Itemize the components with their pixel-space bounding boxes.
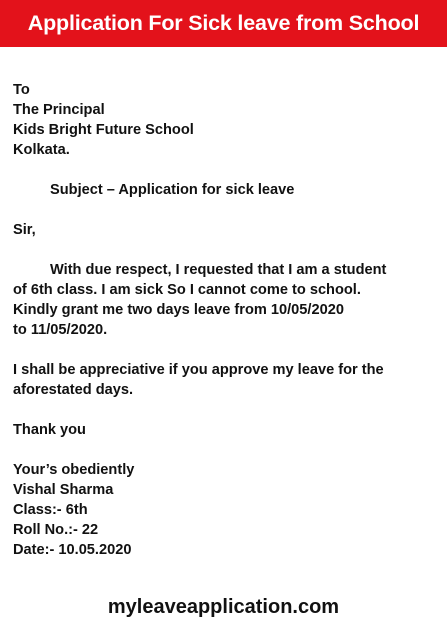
closing-line-2: aforestated days. bbox=[13, 382, 134, 398]
salutation: Sir, bbox=[13, 222, 36, 238]
thank-you: Thank you bbox=[13, 422, 86, 438]
date-line: Date:- 10.05.2020 bbox=[13, 542, 132, 558]
title-banner bbox=[0, 0, 447, 47]
to-label: To bbox=[13, 82, 30, 98]
spacer bbox=[13, 160, 441, 180]
spacer bbox=[13, 440, 441, 460]
student-name: Vishal Sharma bbox=[13, 482, 114, 498]
body-line-4: to 11/05/2020. bbox=[13, 322, 108, 338]
body-line-3: Kindly grant me two days leave from 10/05/2020 bbox=[13, 302, 344, 318]
subject-line: Subject – Application for sick leave bbox=[50, 182, 295, 198]
sign-off: Your’s obediently bbox=[13, 462, 135, 478]
spacer bbox=[13, 340, 441, 360]
body-line-1: With due respect, I requested that I am a student bbox=[50, 262, 387, 278]
closing-line-1: I shall be appreciative if you approve my leave for the bbox=[13, 362, 384, 378]
spacer bbox=[13, 400, 441, 420]
school-name: Kids Bright Future School bbox=[13, 122, 194, 138]
page-title: Application For Sick leave from School bbox=[27, 11, 420, 35]
body-line-2: of 6th class. I am sick So I cannot come to school. bbox=[13, 282, 361, 298]
city: Kolkata. bbox=[13, 142, 70, 158]
spacer bbox=[13, 200, 441, 220]
spacer bbox=[13, 240, 441, 260]
class-line: Class:- 6th bbox=[13, 502, 88, 518]
website-footer: myleaveapplication.com bbox=[107, 596, 340, 618]
roll-number-line: Roll No.:- 22 bbox=[13, 522, 99, 538]
letter-body bbox=[13, 80, 441, 560]
recipient-title: The Principal bbox=[13, 102, 105, 118]
